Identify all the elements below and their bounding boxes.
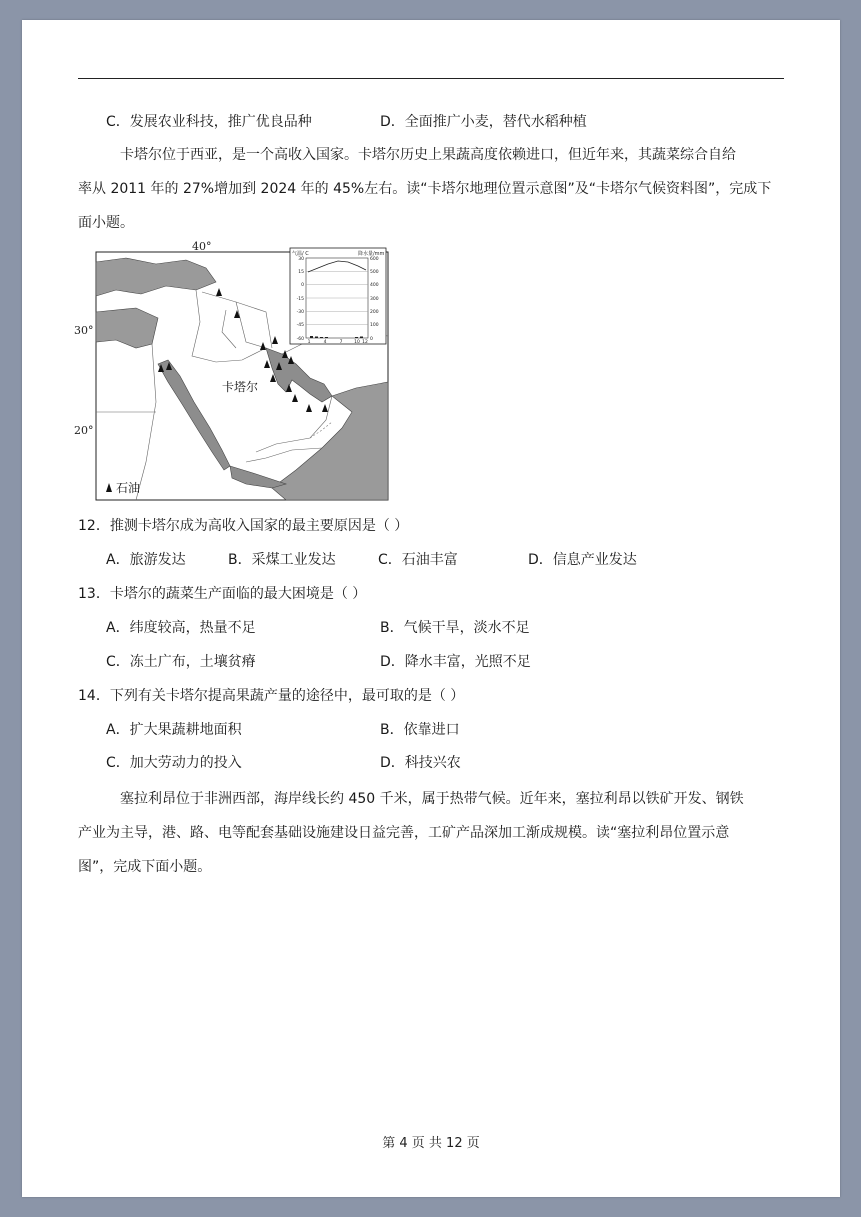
oil-legend-label: 石油 (116, 481, 141, 495)
temp-tick-0: 0 (301, 283, 304, 288)
precip-tick-300: 300 (370, 297, 379, 302)
intro-sierra-leone (78, 782, 784, 884)
q14-option-b: B．依靠进口 (380, 722, 460, 738)
q13-option-a: A．纬度较高，热量不足 (106, 620, 256, 636)
precip-tick-200: 200 (370, 310, 379, 315)
q12-option-a: A．旅游发达 (106, 552, 186, 568)
q12-option-b: B．采煤工业发达 (228, 552, 336, 568)
option-d-prev: D．全面推广小麦，替代水稻种植 (380, 114, 587, 130)
precip-tick-500: 500 (370, 270, 379, 275)
header-rule (78, 78, 784, 79)
precip-tick-0: 0 (370, 337, 373, 342)
temp-tick-15: 15 (298, 270, 304, 275)
intro-sl-line1: 塞拉利昂位于非洲西部，海岸线长约 450 千米，属于热带气候。近年来，塞拉利昂以铁矿开发、钢铁 (120, 791, 744, 807)
temp-tick-neg30: -30 (296, 310, 304, 315)
intro-qatar-line1: 卡塔尔位于西亚，是一个高收入国家。卡塔尔历史上果蔬高度依赖进口，但近年来，其蔬菜综合自给 (120, 147, 736, 163)
option-c-prev: C．发展农业科技，推广优良品种 (106, 114, 312, 130)
temp-tick-neg45: -45 (296, 323, 304, 328)
intro-qatar-line3: 面小题。 (78, 215, 134, 231)
q13-option-c: C．冻土广布，土壤贫瘠 (106, 654, 256, 670)
q13-stem: 13．卡塔尔的蔬菜生产面临的最大困境是（ ） (78, 586, 367, 602)
q14-option-a: A．扩大果蔬耕地面积 (106, 722, 242, 738)
q12-option-c: C．石油丰富 (378, 552, 458, 568)
lon-40-label: 40° (192, 240, 212, 253)
temp-tick-neg60: -60 (296, 337, 304, 342)
qatar-label: 卡塔尔 (222, 380, 259, 394)
temp-tick-30: 30 (298, 257, 304, 262)
q12-stem: 12．推测卡塔尔成为高收入国家的最主要原因是（ ） (78, 518, 409, 534)
month-tick-12: 12 (362, 340, 368, 345)
lat-20-label: 20° (74, 424, 94, 437)
q13-option-d: D．降水丰富，光照不足 (380, 654, 531, 670)
q14-option-c: C．加大劳动力的投入 (106, 755, 242, 771)
q12-option-d: D．信息产业发达 (528, 552, 637, 568)
precip-tick-600: 600 (370, 257, 379, 262)
month-tick-7: 7 (339, 340, 343, 345)
intro-sl-line3: 图”，完成下面小题。 (78, 859, 212, 875)
lat-30-label: 30° (74, 324, 94, 337)
intro-qatar (78, 138, 784, 240)
month-tick-1: 1 (307, 340, 311, 345)
temp-axis-label: 气温/ C (292, 251, 309, 257)
q14-option-d: D．科技兴农 (380, 755, 461, 771)
page-footer: 第 4 页 共 12 页 (382, 1136, 480, 1151)
exam-page (22, 20, 840, 1197)
temp-tick-neg15: -15 (296, 297, 304, 302)
q13-option-b: B．气候干旱，淡水不足 (380, 620, 530, 636)
intro-qatar-line2: 率从 2011 年的 27%增加到 2024 年的 45%左右。读“卡塔尔地理位置示意图”及“卡塔尔气候资料图”，完成下 (78, 181, 772, 197)
climate-chart (290, 248, 386, 345)
month-tick-10: 10 (354, 340, 360, 345)
precip-tick-100: 100 (370, 323, 379, 328)
month-tick-4: 4 (323, 340, 327, 345)
precip-tick-400: 400 (370, 283, 379, 288)
qatar-location-map (74, 240, 396, 504)
precip-axis-label: 降水量/mm (358, 251, 385, 257)
q14-stem: 14．下列有关卡塔尔提高果蔬产量的途径中，最可取的是（ ） (78, 688, 465, 704)
intro-sl-line2: 产业为主导，港、路、电等配套基础设施建设日益完善，工矿产品深加工渐成规模。读“塞拉利昂位置示意 (78, 825, 730, 841)
